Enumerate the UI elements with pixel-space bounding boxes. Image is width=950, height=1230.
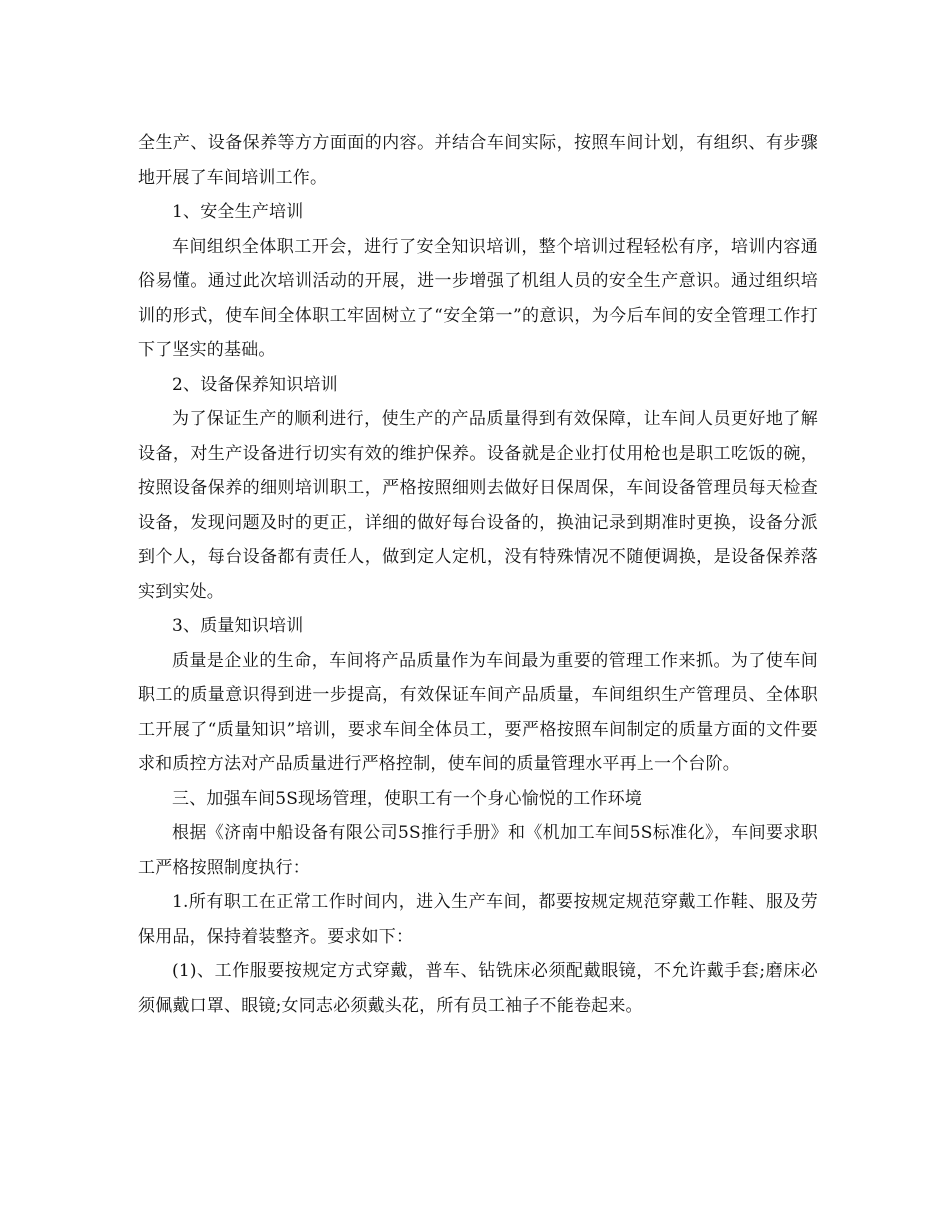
- heading-quality-training: 3、质量知识培训: [172, 616, 304, 636]
- paragraph-equipment-training: 为了保证生产的顺利进行，使生产的产品质量得到有效保障，让车间人员更好地了解设备，对生产设备进行切实有效的维护保养。设备就是企业打仗用枪也是职工吃饭的碗，按照设备保养的细则培训职工，严格按照细则去做好日保周保，车间设备管理员每天检查设备，发现问题及时的更正，详细的做好每台设备的，换油记录到期准时更换，设备分派到个人，每台设备都有责任人，做到定人定机，没有特殊情况不随便调换，是设备保养落实到实处。: [138, 409, 818, 602]
- document-body: [138, 126, 818, 1023]
- heading-5s-management: 三、加强车间5S现场管理，使职工有一个身心愉悦的工作环境: [172, 788, 643, 809]
- heading-equipment-training: 2、设备保养知识培训: [172, 374, 338, 395]
- heading-safety-training: 1、安全生产培训: [172, 202, 304, 222]
- paragraph-5s-rule-1: 1.所有职工在正常工作时间内，进入生产车间，都要按规定规范穿戴工作鞋、服及劳保用品，保持着装整齐。要求如下：: [138, 892, 818, 947]
- paragraph-5s-rule-1-1: (1)、工作服要按规定方式穿戴，普车、钻铣床必须配戴眼镜，不允许戴手套;磨床必须佩戴口罩、眼镜;女同志必须戴头花，所有员工袖子不能卷起来。: [138, 961, 818, 1016]
- paragraph-quality-training: 质量是企业的生命，车间将产品质量作为车间最为重要的管理工作来抓。为了使车间职工的质量意识得到进一步提高，有效保证车间产品质量，车间组织生产管理员、全体职工开展了“质量知识”培训，要求车间全体员工，要严格按照车间制定的质量方面的文件要求和质控方法对产品质量进行严格控制，使车间的质量管理水平再上一个台阶。: [138, 650, 818, 774]
- paragraph-continuation: 全生产、设备保养等方方面面的内容。并结合车间实际，按照车间计划，有组织、有步骤地开展了车间培训工作。: [138, 133, 818, 188]
- paragraph-5s-basis: 根据《济南中船设备有限公司5S推行手册》和《机加工车间5S标准化》，车间要求职工严格按照制度执行：: [138, 823, 818, 878]
- paragraph-safety-training: 车间组织全体职工开会，进行了安全知识培训，整个培训过程轻松有序，培训内容通俗易懂。通过此次培训活动的开展，进一步增强了机组人员的安全生产意识。通过组织培训的形式，使车间全体职工牢固树立了“安全第一”的意识，为今后车间的安全管理工作打下了坚实的基础。: [138, 236, 818, 360]
